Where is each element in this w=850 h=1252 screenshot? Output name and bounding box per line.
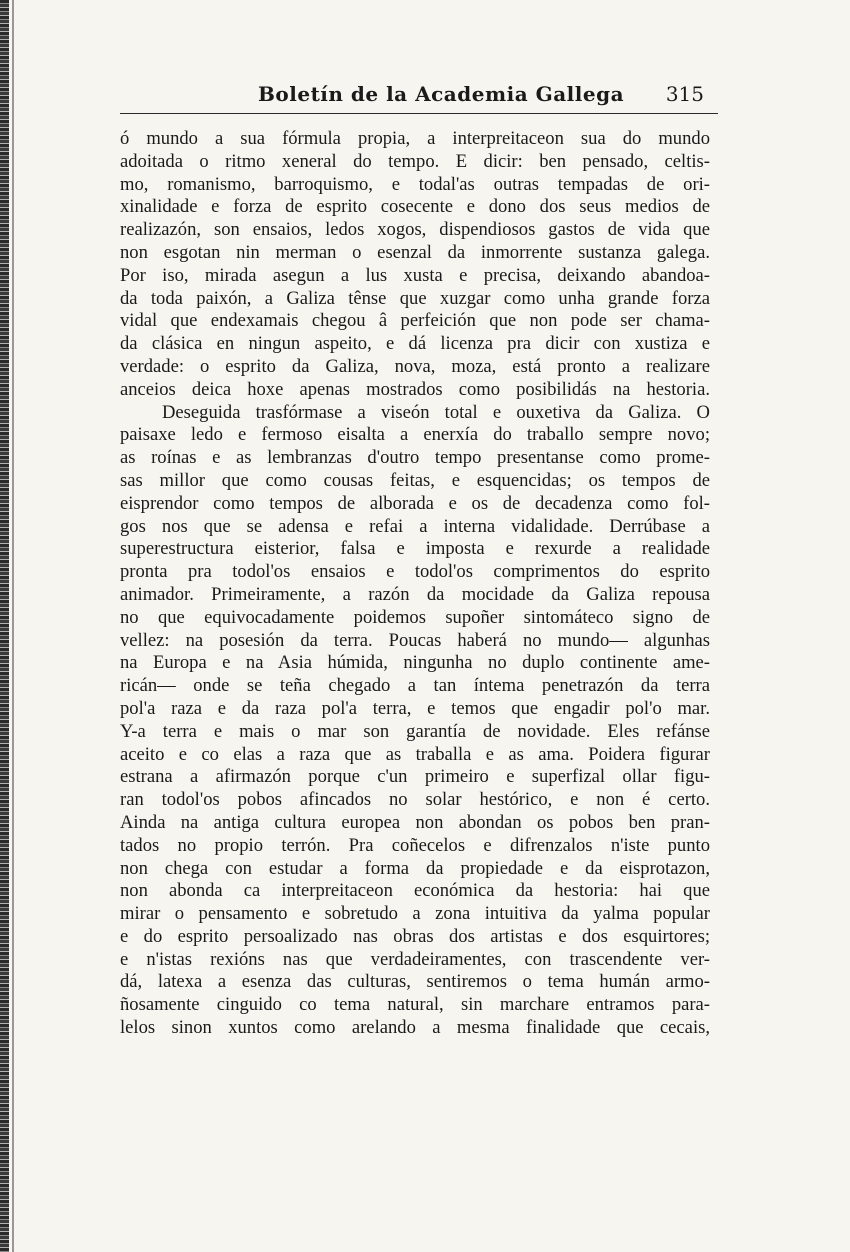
text-line: e n'istas rexións nas que verdadeiramentes, con trascendente ver- [120,948,710,970]
binding-edge-rule [0,0,9,1252]
page-number: 315 [665,82,704,106]
text-line: mirar o pensamento e sobretudo a zona intuitiva da yalma popular [120,903,710,925]
body-text [120,128,710,1040]
text-line: lelos sinon xuntos como arelando a mesma finalidade que cecais, [120,1017,710,1039]
text-line: superestructura eisterior, falsa e imposta e rexurde a realidade [120,538,710,560]
text-line: non chega con estudar a forma da propiedade e da eisprotazon, [120,857,710,879]
text-line: no que equivocadamente poidemos supoñer sintomáteco signo de [120,606,710,628]
text-line: ó mundo a sua fórmula propia, a interpreitaceon sua do mundo [120,128,710,149]
header-rule [120,113,718,114]
text-line: animador. Primeiramente, a razón da mocidade da Galiza repousa [120,583,710,605]
text-line: paisaxe ledo e fermoso eisalta a enerxía do traballo sempre novo; [120,424,710,446]
text-line: pronta pra todol'os ensaios e todol'os comprimentos do esprito [120,561,710,583]
text-line: as roínas e as lembranzas d'outro tempo presentanse como prome- [120,447,710,469]
text-line: tados no propio terrón. Pra coñecelos e difrenzalos n'iste punto [120,834,710,856]
text-line: da clásica en ningun aspeito, e dá licenza pra dicir con xustiza e [120,333,710,355]
text-line: Por iso, mirada asegun a lus xusta e precisa, deixando abandoa- [120,264,710,286]
text-line: ricán— onde se teña chegado a tan íntema penetrazón da terra [120,675,710,697]
text-line: xinalidade e forza de esprito cosecente e dono dos seus medios de [120,196,710,218]
text-line: estrana a afirmazón porque c'un primeiro e superfizal ollar figu- [120,766,710,788]
text-line: eisprendor como tempos de alborada e os de decadenza como fol- [120,492,710,514]
running-header [120,82,712,112]
text-line: Ainda na antiga cultura europea non abondan os pobos ben pran- [120,811,710,833]
text-line: vidal que endexamais chegou â perfeición que non pode ser chama- [120,310,710,332]
text-line: da toda paixón, a Galiza tênse que xuzgar como unha grande forza [120,287,710,309]
text-line: dá, latexa a esenza das culturas, sentiremos o tema humán armo- [120,971,710,993]
text-line: pol'a raza e da raza pol'a terra, e temos que engadir pol'o mar. [120,697,710,719]
text-line: vellez: na posesión da terra. Poucas haberá no mundo— algunhas [120,629,710,651]
text-line: e do esprito persoalizado nas obras dos artistas e dos esquirtores; [120,925,710,947]
text-line: gos nos que se adensa e refai a interna vidalidade. Derrúbase a [120,515,710,537]
text-line: ran todol'os pobos afincados no solar hestórico, e non é certo. [120,789,710,811]
text-line: Y-a terra e mais o mar son garantía de novidade. Eles refánse [120,720,710,742]
binding-edge-line [12,0,14,1252]
text-line: aceito e co elas a raza que as traballa e as ama. Poidera figurar [120,743,710,765]
text-line: ñosamente cinguido co tema natural, sin marchare entramos para- [120,994,710,1016]
text-line: verdade: o esprito da Galiza, nova, moza, está pronto a realizare [120,355,710,377]
text-line: non abonda ca interpreitaceon económica da hestoria: hai que [120,880,710,902]
text-line: na Europa e na Asia húmida, ningunha no duplo continente ame- [120,652,710,674]
journal-title: Boletín de la Academia Gallega [258,82,625,106]
text-line: sas millor que como cousas feitas, e esquencidas; os tempos de [120,469,710,491]
text-line: realizazón, son ensaios, ledos xogos, dispendiosos gastos de vida que [120,219,710,241]
text-line: mo, romanismo, barroquismo, e todal'as outras tempadas de ori- [120,173,710,195]
text-line: anceios deica hoxe apenas mostrados como posibilidás na hestoria. [120,378,710,400]
text-line: adoitada o ritmo xeneral do tempo. E dicir: ben pensado, celtis- [120,150,710,172]
text-line: Deseguida trasfórmase a viseón total e ouxetiva da Galiza. O [162,401,710,423]
text-line: non esgotan nin merman o esenzal da inmorrente sustanza galega. [120,241,710,263]
